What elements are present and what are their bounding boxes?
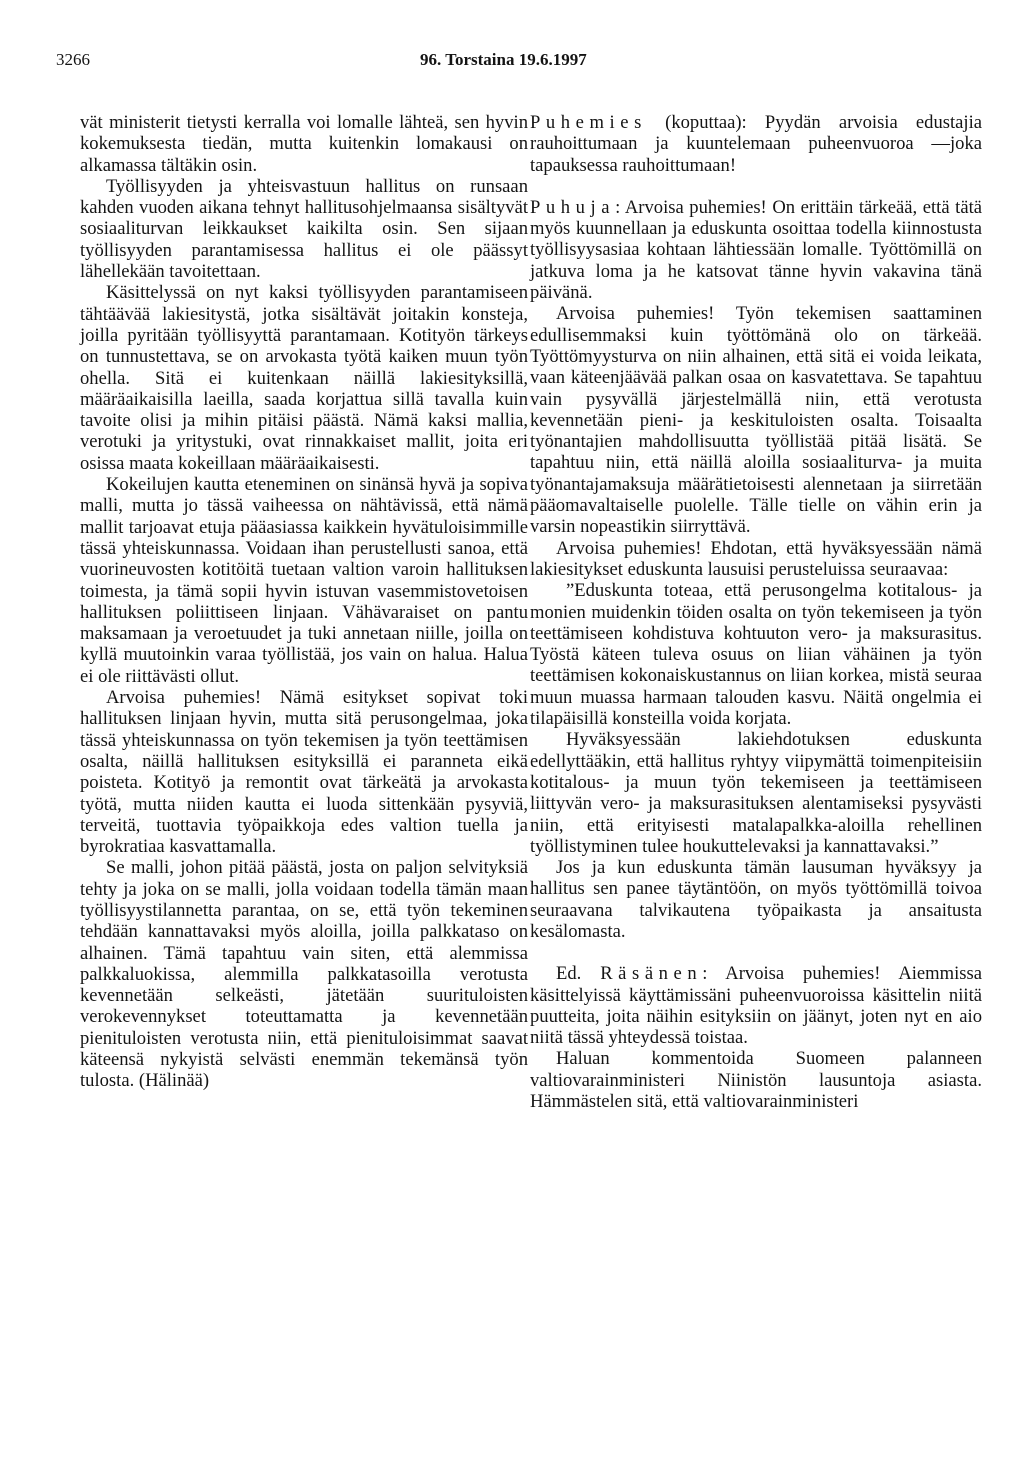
- left-column: [80, 112, 528, 1092]
- speaker-name: Puhuja: [530, 196, 616, 218]
- quoted-statement: ”Eduskunta toteaa, että perusongelma kotitalous- ja monien muidenkin töiden osalta on työn tekemiseen ja työn teettämiseen kohdistuva kohtuuton vero- ja maksurasitus. Työstä käteen tuleva osuus on liian vähäinen ja työn teettämisen kokonaiskustannus on liian korkea, mistä seuraa muun muassa harmaan talouden kasvu. Näitä ongelmia ei tilapäisillä konsteilla voida korjata.: [530, 580, 982, 730]
- paragraph: Haluan kommentoida Suomeen palanneen valtiovarainministeri Niinistön lausuntoja asiasta. Hämmästelen sitä, että valtiovarainministeri: [530, 1048, 982, 1113]
- paragraph: Työllisyyden ja yhteisvastuun hallitus on runsaan kahden vuoden aikana tehnyt hallitusohjelmaansa sisältyvät sosiaaliturvan leikkaukset kaikilta osin. Sen sijaan työllisyyden parantamisessa hallitus ei ole päässyt lähellekään tavoitettaan.: [80, 175, 528, 283]
- session-date-header: 96. Torstaina 19.6.1997: [420, 50, 587, 69]
- paragraph: vät ministerit tietysti kerralla voi lomalle lähteä, sen hyvin kokemuksesta tiedän, mutta kuitenkin lomakausi on alkamassa tältäkin osin.: [80, 112, 528, 176]
- paragraph: Arvoisa puhemies! Työn tekemisen saattaminen edullisemmaksi kuin työttömänä olo on tärkeää. Työttömyysturva on niin alhainen, että sitä ei voida leikata, vaan käteenjäävää palkan osaa on kasvatettava. Se tapahtuu vain pysyvällä järjestelmällä niin, että verotusta kevennetään pieni- ja keskituloisten osalta. Toisaalta työnantajien mahdollisuutta työllistää pitää lisätä. Se tapahtuu niin, että näillä aloilla sosiaaliturva- ja muita työnantajamaksuja määrätietoisesti alennetaan ja siirretään pääomavaltaiselle puolelle. Tälle tielle on vähin erin ja varsin nopeastikin siirryttävä.: [530, 303, 982, 538]
- speaker-name: Räsänen: [600, 963, 703, 985]
- paragraph: Jos ja kun eduskunta tämän lausuman hyväksyy ja hallitus sen panee täytäntöön, on myös työttömillä toivoa seuraavana talvikautena työpaikasta ja ansaitusta kesälomasta.: [530, 857, 982, 942]
- speaker-paragraph: [530, 197, 982, 303]
- speaker-name: Puhemies: [530, 112, 647, 133]
- speech-text: (koputtaa): Pyydän arvoisia edustajia rauhoittumaan ja kuuntelemaan puheenvuoroa —joka tapauksessa rauhoittumaan!: [530, 112, 982, 176]
- quoted-statement: Hyväksyessään lakiehdotuksen eduskunta edellyttääkin, että hallitus ryhtyy viipymättä toimenpiteisiin kotitalous- ja muun työn tekemiseen ja teettämiseen liittyvän vero- ja maksurasituksen alentamiseksi pysyvästi niin, että erityisesti matalapalkka-aloilla rehellinen työllistyminen tulee houkuttelevaksi ja kannattavaksi.”: [530, 729, 982, 857]
- paragraph: Se malli, johon pitää päästä, josta on paljon selvityksiä tehty ja joka on se malli, jolla voidaan todella tämän maan työllisyystilannetta parantaa, on se, että työn tekeminen tehdään kannattavaksi myös aloilla, joilla palkkataso on alhainen. Tämä tapahtuu vain siten, että alemmissa palkkaluokissa, alemmilla palkkatasoilla verotusta kevennetään selkeästi, jätetään suurituloisten verokevennykset toteuttamatta ja kevennetään pienituloisten verotusta niin, että pienituloisimmat saavat käteensä nykyistä selvästi enemmän tekemänsä työn tulosta. (Hälinää): [80, 857, 528, 1092]
- speech-text: : Arvoisa puhemies! Aiemmissa käsittelyissä käyttämissäni puheenvuoroissa käsittelin niitä puutteita, joita näihin esityksiin on jäänyt, joten nyt en aio niitä tässä yhteydessä toistaa.: [530, 963, 982, 1049]
- speech-text: : Arvoisa puhemies! On erittäin tärkeää, että tätä myös kuunnellaan ja eduskunta osoittaa todella kiinnostusta työllisyysasiaa kohtaan lähtiessään lomalle. Työttömillä on jatkuva loma ja he katsovat tänne hyvin vakavina tänä päivänä.: [530, 196, 982, 304]
- page-header: [0, 50, 1024, 80]
- paragraph: Arvoisa puhemies! Nämä esitykset sopivat toki hallituksen linjaan hyvin, mutta sitä perusongelmaa, joka tässä yhteiskunnassa on työn tekemisen ja työn teettämisen osalta, näillä hallituksen esityksillä ei paranneta eikä poisteta. Kotityö ja remontit ovat tärkeätä ja arvokasta työtä, mutta niiden kautta ei luoda sittenkään pysyviä, terveitä, tuottavia työpaikkoja edes valtion tuella ja byrokratiaa kasvattamalla.: [80, 687, 528, 858]
- speaker-prefix: Ed.: [556, 963, 582, 985]
- paragraph: Arvoisa puhemies! Ehdotan, että hyväksyessään nämä lakiesitykset eduskunta lausuisi perusteluissa seuraavaa:: [530, 537, 982, 580]
- paragraph: Käsittelyssä on nyt kaksi työllisyyden parantamiseen tähtäävää lakiesitystä, jotka sisältävät joitakin konsteja, joilla pyritään työllisyyttä parantamaan. Kotityön tärkeys on tunnustettava, se on arvokasta työtä kaiken muun työn ohella. Sitä ei kuitenkaan näillä lakiesityksillä, määräaikaisilla laeilla, saada korjattua sillä tavalla kuin tavoite olisi ja mihin pitäisi päästä. Nämä kaksi mallia, verotuki ja yritystuki, ovat rinnakkaiset mallit, joita eri osissa maata kokeillaan määräaikaisesti.: [80, 282, 528, 474]
- speaker-paragraph: [530, 963, 982, 1048]
- speaker-paragraph: [530, 112, 982, 176]
- paragraph: Kokeilujen kautta eteneminen on sinänsä hyvä ja sopiva malli, mutta jo tässä vaiheessa on nähtävissä, että nämä mallit tarjoavat etuja pääasiassa kaikkein hyvätuloisimmille tässä yhteiskunnassa. Voidaan ihan perustellusti sanoa, että vuorineuvosten kotitöitä tuetaan valtion varoin hallituksen toimesta, ja tämä sopii hyvin istuvan vasemmistovetoisen hallituksen poliittiseen linjaan. Vähävaraiset on pantu maksamaan ja veroetuudet ja tuki annetaan niille, joilla on kyllä muutoinkin varaa työllistää, jos vain on halua. Halua ei ole riittävästi ollut.: [80, 474, 528, 687]
- page-number: 3266: [56, 50, 90, 69]
- right-column: [530, 112, 982, 1112]
